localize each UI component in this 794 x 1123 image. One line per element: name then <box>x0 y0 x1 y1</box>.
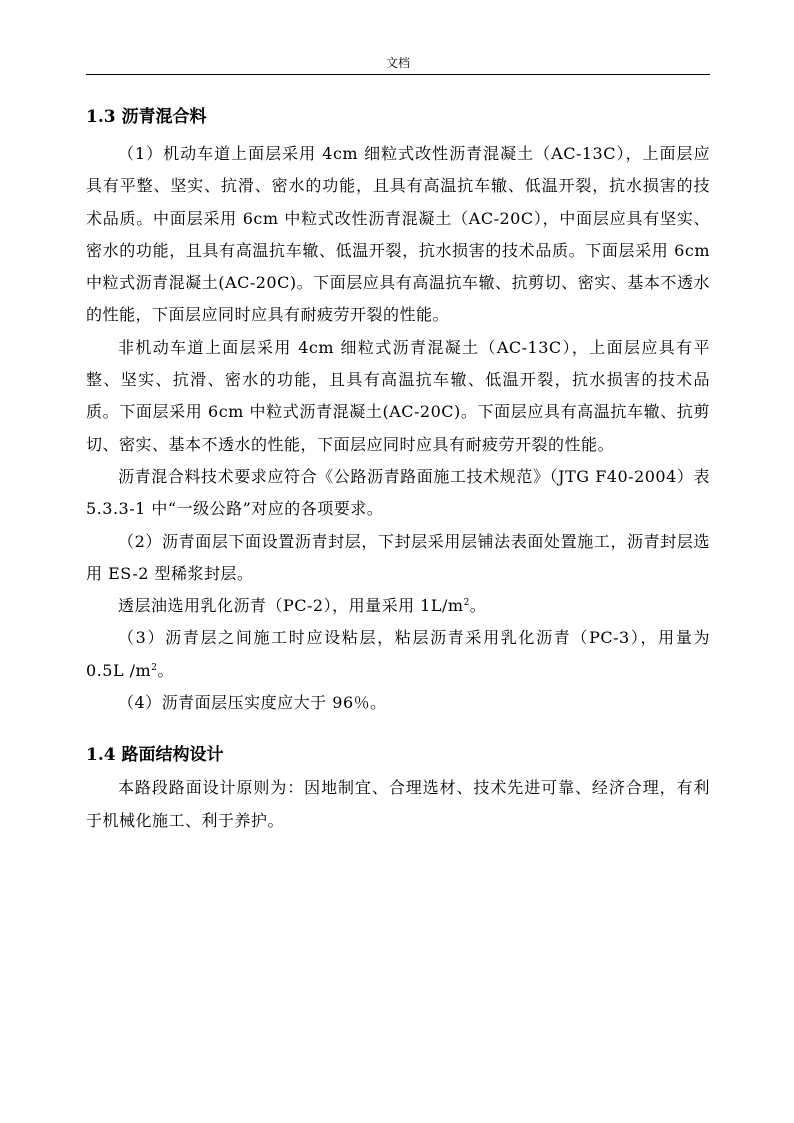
section-heading-asphalt-mixture: 1.3 沥青混合料 <box>86 107 207 127</box>
paragraph-design-principle: 本路段路面设计原则为：因地制宜、合理选材、技术先进可靠、经济合理，有利于机械化施工、利于养护。 <box>86 778 710 830</box>
paragraph-prime-coat <box>86 590 710 622</box>
bond-coat-text: （3）沥青层之间施工时应设粘层，粘层沥青采用乳化沥青（PC-3），用量为 0.5L /m <box>86 628 710 680</box>
prime-coat-text: 透层油选用乳化沥青（PC-2），用量采用 1L/m <box>118 596 464 616</box>
paragraph-spec-requirement: 沥青混合料技术要求应符合《公路沥青路面施工技术规范》（JTG F40-2004）表 5.3.3-1 中“一级公路”对应的各项要求。 <box>86 466 710 519</box>
paragraph-bond-coat <box>86 622 710 687</box>
header-divider <box>86 74 710 75</box>
paragraph-non-motor-lane: 非机动车道上面层采用 4cm 细粒式沥青混凝土（AC-13C），上面层应具有平整、坚实、抗滑、密水的功能，且具有高温抗车辙、低温开裂，抗水损害的技术品质。下面层采用 6cm 中粒式沥青混凝土(AC-20C)。下面层应具有高温抗车辙、抗剪切、密实、基本不透水的性能，下面层应同时应具有耐疲劳开裂的性能。 <box>86 337 710 454</box>
bond-coat-unit-superscript: 2 <box>151 662 158 673</box>
document-body <box>86 100 710 837</box>
page-header: 文档 <box>385 56 410 70</box>
prime-coat-unit-superscript: 2 <box>463 598 470 609</box>
prime-coat-end: 。 <box>469 596 487 616</box>
bond-coat-end: 。 <box>157 660 174 680</box>
paragraph-motor-lane: （1）机动车道上面层采用 4cm 细粒式改性沥青混凝土（AC-13C），上面层应具有平整、坚实、抗滑、密水的功能，且具有高温抗车辙、低温开裂，抗水损害的技术品质。中面层采用 6cm 中粒式改性沥青混凝土（AC-20C），中面层应具有坚实、密水的功能，且具有高温抗车辙、低温开裂，抗水损害的技术品质。下面层采用 6cm 中粒式沥青混凝土(AC-20C)。下面层应具有高温抗车辙、抗剪切、密实、基本不透水的性能，下面层应同时应具有耐疲劳开裂的性能。 <box>86 144 710 325</box>
paragraph-seal-coat: （2）沥青面层下面设置沥青封层，下封层采用层铺法表面处置施工，沥青封层选用 ES-2 型稀浆封层。 <box>86 531 710 583</box>
section-heading-pavement-structure: 1.4 路面结构设计 <box>86 745 224 766</box>
paragraph-compaction: （4）沥青面层压实度应大于 96％。 <box>118 693 387 713</box>
